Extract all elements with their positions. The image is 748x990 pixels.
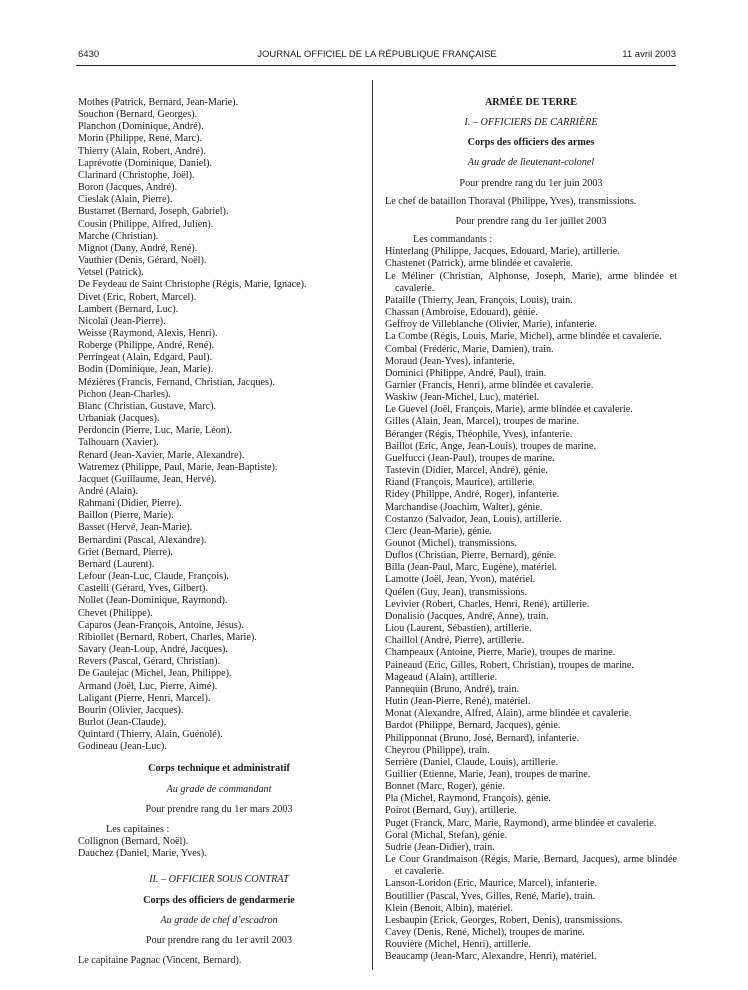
list-item: Goral (Michal, Stefan), génie. [385,829,508,841]
list-item: Castelli (Gérard, Yves, Gilbert). [78,583,208,595]
list-item: Thierry (Alain, Robert, André). [78,145,206,157]
list-item: Clerc (Jean-Marie), génie. [385,525,492,537]
section-heading-corps-armes: Corps des officiers des armes [467,137,595,149]
header-rule [76,65,676,66]
list-item: Pichon (Jean-Charles). [78,388,171,400]
list-item: Laligant (Pierre, Henri, Marcel). [78,692,211,704]
list-item: Sudrie (Jean-Didier), train. [385,841,495,853]
list-item: Weisse (Raymond, Alexis, Henri). [78,327,218,339]
list-item: Mageaud (Alain), artillerie. [385,671,498,683]
section-heading-armee-de-terre: ARMÉE DE TERRE [484,97,578,108]
list-item: Mézières (Francis, Fernand, Christian, Jacques). [78,376,275,388]
list-item: Bodin (Dominique, Jean, Marie). [78,364,214,376]
list-item: Lamotte (Joël, Jean, Yvon), matériel. [385,574,536,586]
list-item: La Combe (Régis, Louis, Marie, Michel), arme blindée et cavalerie. [385,331,662,343]
list-item: Pannequin (Bruno, André), train. [385,683,520,695]
list-item: André (Alain). [78,486,138,497]
list-item: Hutin (Jean-Pierre, René), matériel. [385,696,531,708]
list-item: Le Guevel (Joël, François, Marie), arme blindée et cavalerie. [385,404,633,416]
list-item: De Feydeau de Saint Christophe (Régis, Marie, Ignace). [78,279,307,291]
list-item: Poirot (Bernard, Guy), artillerie. [385,805,517,817]
list-item: Guelfucci (Jean-Paul), troupes de marine. [385,452,555,464]
page-header [78,49,676,63]
list-item: Caparos (Jean-François, Antoine, Jésus). [78,619,244,631]
list-item: Mothes (Patrick, Bernard, Jean-Marie). [78,97,239,108]
list-item: Collignon (Bernard, Noël). [78,836,189,848]
list-item: Guillier (Etienne, Marie, Jean), troupes de marine. [385,768,591,780]
list-item: Bernard (Laurent). [78,558,155,570]
list-item: De Gaulejac (Michel, Jean, Philippe). [78,668,232,680]
list-item: Nollet (Jean-Dominique, Raymond). [78,595,228,607]
right-column [385,97,677,963]
list-item: Billa (Jean-Paul, Marc, Eugène), matériel. [385,562,557,574]
list-item: Paineaud (Eric, Gilles, Robert, Christian), troupes de marine. [385,659,634,671]
section-heading-corps-technique: Corps technique et administratif [148,763,290,775]
list-item: Renard (Jean-Xavier, Marie, Alexandre). [78,449,245,461]
list-item: Cieslak (Alain, Pierre). [78,194,173,206]
list-item: Pataille (Thierry, Jean, François, Louis), train. [385,294,573,306]
commandant-list [385,246,677,963]
list-item: Watremez (Philippe, Paul, Marie, Jean-Baptiste). [78,461,278,473]
list-item: Rouvière (Michel, Henri), artillerie. [385,939,531,951]
list-item: Lesbaupin (Erick, Georges, Robert, Denis), transmissions. [385,914,623,926]
column-divider [372,80,373,970]
list-item: Waskiw (Jean-Michel, Luc), matériel. [385,392,540,404]
page-number: 6430 [78,49,100,60]
list-item: Revers (Pascal, Gérard, Christian). [78,656,221,668]
list-item: Baillon (Pierre, Marie). [78,510,174,522]
list-item: Donalisio (Jacques, André, Anne), train. [385,610,549,622]
list-item: Gilles (Alain, Jean, Marcel), troupes de marine. [385,416,580,428]
list-item: Lambert (Bernard, Luc). [78,303,179,315]
list-item: Beaucamp (Jean-Marc, Alexandre, Henri), matériel. [385,951,597,963]
list-item: Bonnet (Marc, Roger), génie. [385,781,505,793]
capitaine-list [78,836,360,860]
list-item: Puget (Franck, Marc, Marie, Raymond), arme blindée et cavalerie. [385,817,657,829]
list-item: Divet (Eric, Robert, Marcel). [78,291,197,303]
list-item: Klein (Benoit, Albin), matériel. [385,902,513,914]
rang-line-juin: Pour prendre rang du 1er juin 2003 [459,177,603,189]
list-item: Duflos (Christian, Pierre, Bernard), génie. [385,550,557,562]
list-item: Blanc (Christian, Gustave, Marc). [78,400,217,412]
list-item: Perringeat (Alain, Edgard, Paul). [78,352,213,364]
list-item: Boron (Jacques, André). [78,182,178,194]
list-item: Mignot (Dany, André, René). [78,242,198,254]
issue-date: 11 avril 2003 [622,49,676,60]
list-item: Clarinard (Christophe, Joël). [78,169,195,181]
list-item: Le Méliner (Christian, Alphonse, Joseph, Marie), arme blindée et cavalerie. [385,270,677,294]
grade-heading-lieutenant-colonel: Au grade de lieutenant-colonel [467,157,595,169]
list-item: Cousin (Philippe, Alfred, Julien). [78,218,214,230]
journal-title: JOURNAL OFFICIEL DE LA RÉPUBLIQUE FRANÇAISE [257,49,497,60]
list-item: Chevet (Philippe). [78,607,153,619]
list-item: Champeaux (Antoine, Pierre, Marie), troupes de marine. [385,647,616,659]
list-item: Quintard (Thierry, Alain, Guénolé). [78,729,223,741]
list-item: Armand (Joël, Luc, Pierre, Aimé). [78,680,218,692]
rang-line-mars: Pour prendre rang du 1er mars 2003 [145,803,293,815]
list-item: Perdoncin (Pierre, Luc, Marie, Léon). [78,425,232,437]
list-item: Griet (Bernard, Pierre). [78,546,174,558]
list-item: Vauthier (Denis, Gérard, Noël). [78,255,207,267]
list-item: Urbaniak (Jacques). [78,413,160,425]
list-item: Lanson-Loridon (Eric, Maurice, Marcel), infanterie. [385,878,598,890]
list-item: Nicolaï (Jean-Pierre). [78,315,166,327]
list-item: Gounot (Michel), transmissions. [385,538,517,549]
list-item: Godineau (Jean-Luc). [78,741,167,753]
list-item: Bustarret (Bernard, Joseph, Gabriel). [78,206,229,218]
left-column [78,97,360,967]
list-item: Riand (François, Maurice), artillerie. [385,477,535,489]
section-heading-officiers-de-carriere: I. – OFFICIERS DE CARRIÈRE [464,117,598,129]
list-item: Hinterlang (Philippe, Jacques, Edouard, Marie), artillerie. [385,246,620,258]
list-item: Ridey (Philippe, André, Roger), infanterie. [385,489,560,501]
list-item: Planchon (Dominique, André). [78,121,204,133]
list-item: Dauchez (Daniel, Marie, Yves). [78,848,207,860]
list-item: Liou (Laurent, Sébastien), artillerie. [385,623,532,635]
list-item: Cavey (Denis, René, Michel), troupes de marine. [385,927,585,938]
list-item: Garnier (Francis, Henri), arme blindée et cavalerie. [385,379,594,391]
chef-bataillon-line: Le chef de bataillon Thoraval (Philippe, Yves), transmissions. [385,195,637,207]
list-item: Béranger (Régis, Théophile, Yves), infanterie. [385,428,573,440]
list-item: Le Cour Grandmaison (Régis, Marie, Bernard, Jacques), arme blindée et cavalerie. [385,854,677,878]
rang-line-juillet: Pour prendre rang du 1er juillet 2003 [455,215,607,227]
grade-heading-chef-escadron: Au grade de chef d’escadron [160,914,278,926]
list-item: Serrière (Daniel, Claude, Louis), artillerie. [385,756,559,768]
list-item: Chassan (Ambroise, Edouard), génie. [385,307,538,319]
list-item: Combal (Frédéric, Marie, Damien), train. [385,343,554,355]
list-item: Ribiollet (Bernard, Robert, Charles, Marie). [78,631,257,643]
list-item: Levivier (Robert, Charles, Henri, René), artillerie. [385,598,590,610]
rang-line-avril: Pour prendre rang du 1er avril 2003 [146,934,292,946]
list-item: Chaillol (André, Pierre), artillerie. [385,635,525,647]
list-item: Baillot (Eric, Ange, Jean-Louis), troupes de marine. [385,440,597,452]
list-item: Savary (Jean-Loup, André, Jacques). [78,644,228,656]
list-item: Basset (Hervé, Jean-Marie). [78,522,193,534]
list-item: Rahmani (Didier, Pierre). [78,498,182,510]
list-item: Marche (Christian). [78,230,159,242]
list-item: Chastenet (Patrick), arme blindée et cavalerie. [385,258,574,270]
list-item: Morin (Philippe, René, Marc). [78,133,202,145]
list-item: Pla (Michel, Raymond, François), génie. [385,793,551,805]
list-item: Quélen (Guy, Jean), transmissions. [385,586,527,598]
list-item: Geffroy de Villeblanche (Olivier, Marie), infanterie. [385,319,597,331]
grade-heading-commandant: Au grade de commandant [166,783,272,795]
list-item: Cheyrou (Philippe), train. [385,744,490,756]
section-heading-officier-sous-contrat: II. – OFFICIER SOUS CONTRAT [149,874,289,886]
list-item: Roberge (Philippe, André, René). [78,340,215,352]
officer-list [78,97,360,753]
list-item: Dominici (Philippe, André, Paul), train. [385,367,547,379]
list-item: Burlot (Jean-Claude). [78,716,167,728]
section-heading-corps-gendarmerie: Corps des officiers de gendarmerie [143,894,295,906]
list-item: Philipponnat (Bruno, José, Bernard), infanterie. [385,732,580,744]
list-item: Bardot (Philippe, Bernard, Jacques), génie. [385,720,561,732]
list-item: Costanzo (Salvador, Jean, Louis), artillerie. [385,513,562,525]
list-item: Boutillier (Pascal, Yves, Gilles, René, Marie), train. [385,890,596,902]
list-item: Vetsel (Patrick). [78,267,144,279]
list-item: Monat (Alexandre, Alfred, Alain), arme blindée et cavalerie. [385,708,632,720]
capitaine-pagnac-line: Le capitaine Pagnac (Vincent, Bernard). [78,955,242,966]
list-item: Jacquet (Guillaume, Jean, Hervé). [78,473,217,485]
les-commandants-label: Les commandants : [413,234,493,246]
list-item: Laprévotte (Dominique, Daniel). [78,157,213,169]
list-item: Bourin (Olivier, Jacques). [78,704,184,716]
les-capitaines-label: Les capitaines : [106,823,170,835]
list-item: Bernardini (Pascal, Alexandre). [78,534,207,546]
list-item: Lefour (Jean-Luc, Claude, François). [78,571,230,583]
list-item: Tastevin (Didier, Marcel, André), génie. [385,465,548,477]
list-item: Marchandise (Joachim, Walter), génie. [385,501,543,513]
list-item: Souchon (Bernard, Georges). [78,109,198,121]
list-item: Moraud (Jean-Yves), infanterie. [385,355,515,367]
list-item: Talhouarn (Xavier). [78,437,159,449]
